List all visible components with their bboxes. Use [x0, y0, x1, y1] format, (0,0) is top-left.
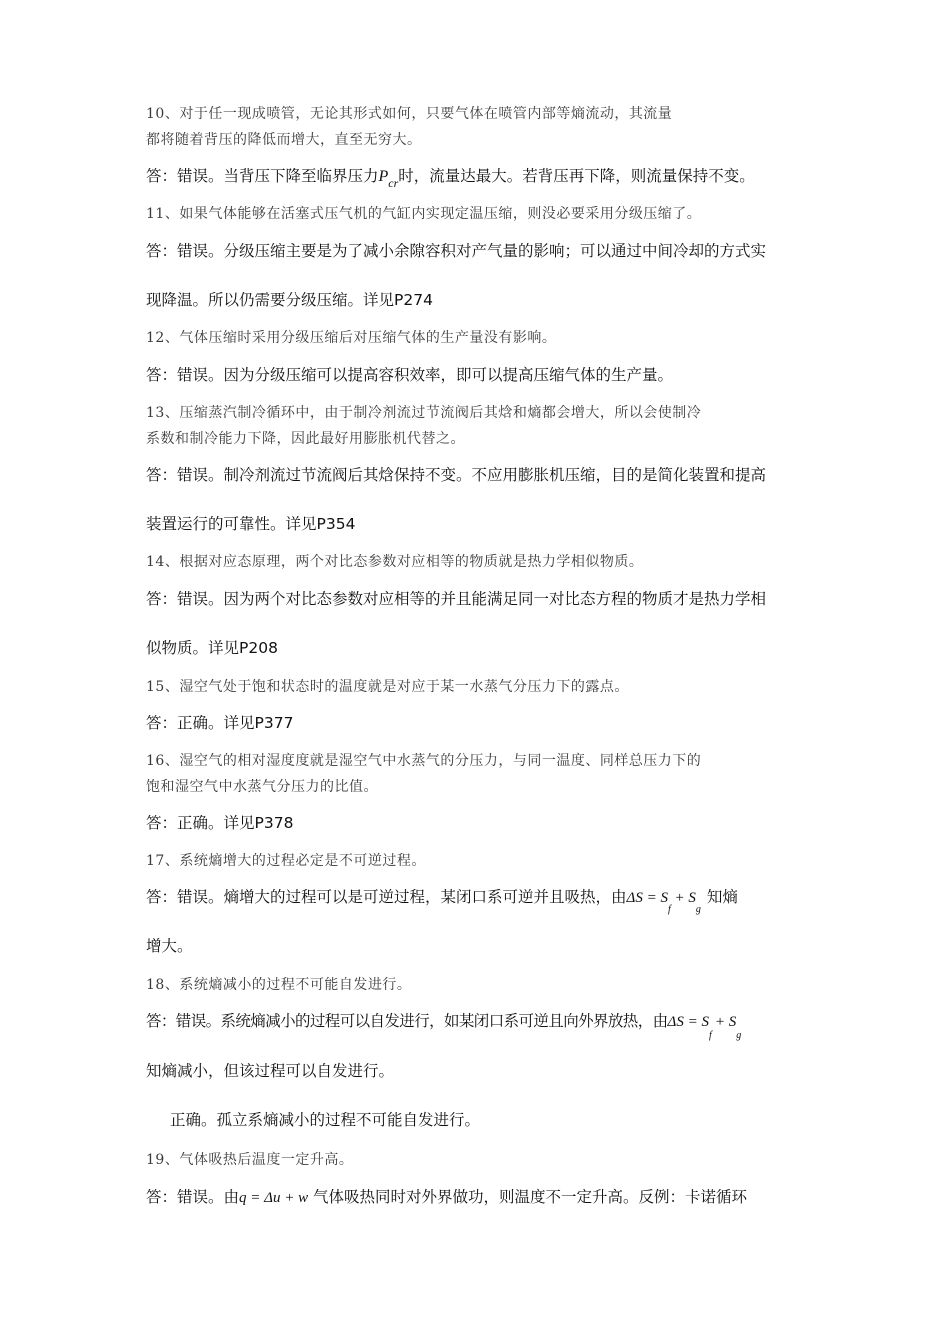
- answer-14-line-2: 似物质。详见P208: [146, 639, 278, 657]
- answer-17-line-1: [146, 885, 738, 915]
- question-16-line-1: 16、湿空气的相对湿度度就是湿空气中水蒸气的分压力，与同一温度、同样总压力下的: [146, 753, 702, 769]
- answer-11-line-2: 现降温。所以仍需要分级压缩。详见P274: [146, 291, 433, 309]
- entropy-equation-plus: + S: [711, 1014, 737, 1030]
- answer-15: 答：正确。详见P377: [146, 714, 294, 732]
- answer-19-text: 答：错误。由: [146, 1188, 240, 1206]
- answer-17-text: 答：错误。熵增大的过程可以是可逆过程，某闭口系可逆并且吸热，由: [146, 888, 627, 906]
- question-10-line-2: 都将随着背压的降低而增大，直至无穷大。: [146, 132, 422, 148]
- question-18: 18、系统熵减小的过程不可能自发进行。: [146, 977, 412, 993]
- answer-17-text-end: 知熵: [706, 888, 738, 906]
- question-16-line-2: 饱和湿空气中水蒸气分压力的比值。: [146, 779, 378, 795]
- entropy-generation-subscript: g: [695, 904, 701, 915]
- answer-10: [146, 164, 755, 190]
- answer-19: [146, 1185, 747, 1207]
- entropy-flow-subscript: f: [667, 904, 671, 915]
- answer-14-line-1: 答：错误。因为两个对比态参数对应相等的并且能满足同一对比态方程的物质才是热力学相: [146, 590, 767, 608]
- answer-10-text: 答：错误。当背压下降至临界压力: [146, 167, 379, 185]
- answer-18-line-2: 知熵减小，但该过程可以自发进行。: [146, 1062, 395, 1080]
- answer-11-line-1: 答：错误。分级压缩主要是为了减小余隙容积对产气量的影响；可以通过中间冷却的方式实: [146, 242, 767, 260]
- question-14: 14、根据对应态原理，两个对比态参数对应相等的物质就是热力学相似物质。: [146, 554, 644, 570]
- question-12: 12、气体压缩时采用分级压缩后对压缩气体的生产量没有影响。: [146, 330, 557, 346]
- entropy-equation: ΔS = S: [626, 890, 668, 906]
- answer-18-note: 正确。孤立系熵减小的过程不可能自发进行。: [170, 1111, 481, 1129]
- answer-18-text: 答：错误。系统熵减小的过程可以自发进行，如某闭口系可逆且向外界放热，由: [146, 1012, 668, 1030]
- question-13-line-1: 13、压缩蒸汽制冷循环中，由于制冷剂流过节流阀后其焓和熵都会增大，所以会使制冷: [146, 405, 702, 421]
- pressure-subscript: cr: [388, 176, 399, 190]
- answer-13-line-1: 答：错误。制冷剂流过节流阀后其焓保持不变。不应用膨胀机压缩，目的是简化装置和提高: [146, 466, 767, 484]
- answer-12: 答：错误。因为分级压缩可以提高容积效率，即可以提高压缩气体的生产量。: [146, 366, 674, 384]
- question-17: 17、系统熵增大的过程必定是不可逆过程。: [146, 853, 426, 869]
- question-13-line-2: 系数和制冷能力下降，因此最好用膨胀机代替之。: [146, 431, 465, 447]
- entropy-flow-subscript: f: [708, 1030, 712, 1041]
- answer-19-text-end: 气体吸热同时对外界做功，则温度不一定升高。反例：卡诺循环: [308, 1188, 748, 1206]
- pressure-symbol: P: [378, 168, 389, 185]
- answer-13-line-2: 装置运行的可靠性。详见P354: [146, 515, 356, 533]
- answer-16: 答：正确。详见P378: [146, 814, 294, 832]
- question-19: 19、气体吸热后温度一定升高。: [146, 1152, 354, 1168]
- entropy-generation-subscript: g: [736, 1030, 741, 1041]
- question-15: 15、湿空气处于饱和状态时的温度就是对应于某一水蒸气分压力下的露点。: [146, 679, 629, 695]
- entropy-equation: ΔS = S: [667, 1014, 709, 1030]
- first-law-equation: q = Δu + w: [239, 1190, 309, 1206]
- question-11: 11、如果气体能够在活塞式压气机的气缸内实现定温压缩，则没必要采用分级压缩了。: [146, 206, 702, 222]
- answer-10-text-end: 时，流量达最大。若背压再下降，则流量保持不变。: [398, 167, 755, 185]
- answer-17-line-2: 增大。: [146, 937, 193, 955]
- entropy-equation-plus: + S: [670, 890, 696, 906]
- question-10-line-1: 10、对于任一现成喷管，无论其形式如何，只要气体在喷管内部等熵流动，其流量: [146, 106, 673, 122]
- answer-18-line-1: [146, 1009, 741, 1041]
